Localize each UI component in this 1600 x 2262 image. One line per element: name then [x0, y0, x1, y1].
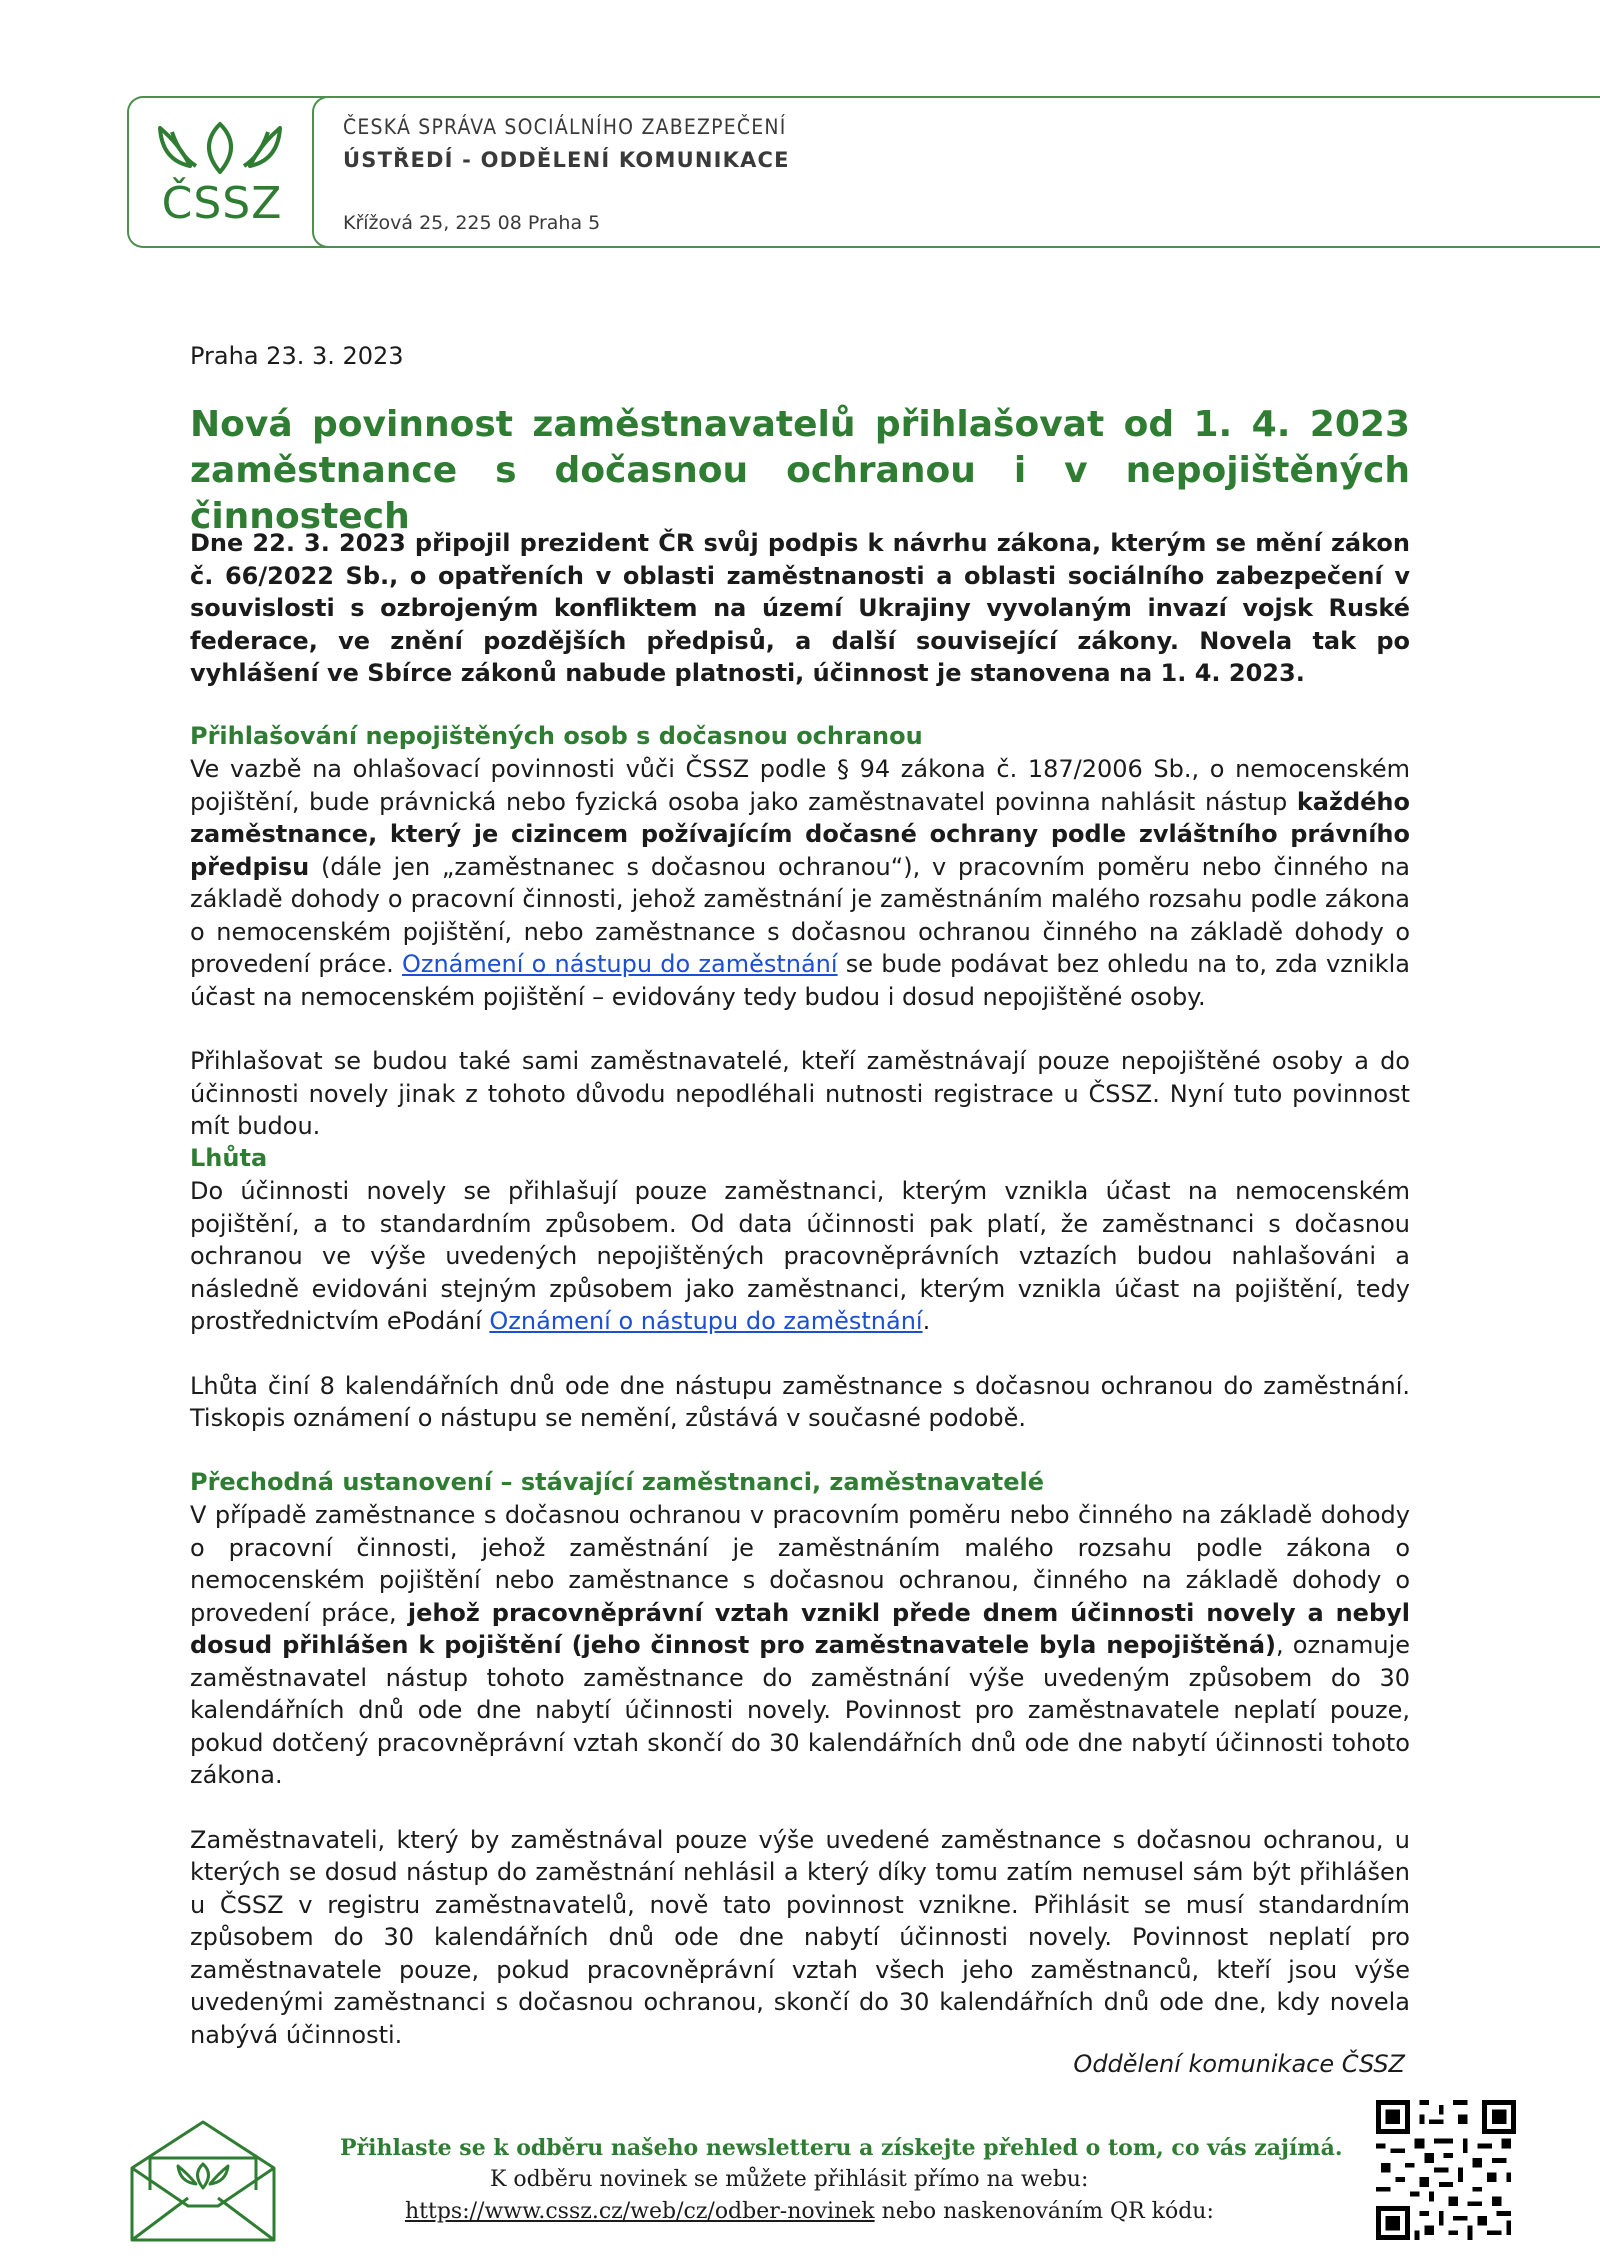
newsletter-url-line [405, 2199, 1214, 2224]
section-paragraph: Lhůta činí 8 kalendářních dnů ode dne nástupu zaměstnance s dočasnou ochranou do zaměstnání. Tiskopis oznámení o nástupu se nemění, zůstává v současné podobě. [190, 1371, 1410, 1432]
text-run: nebo naskenováním QR kódu: [874, 2199, 1214, 2224]
section-heading: Lhůta [190, 1144, 268, 1172]
section-paragraph: Zaměstnavateli, který by zaměstnával pouze výše uvedené zaměstnance s dočasnou ochranou, u kterých se dosud nástup do zaměstnání nehlásil a který díky tomu zatím nemusel sám být přihlášen u ČSSZ v registru zaměstnavatelů, nově tato povinnost vznikne. Přihlásit se musí standardním způsobem do 30 kalendářních dnů ode dne nabytí účinnosti novely. Povinnost neplatí pro zaměstnavatele pouze, pokud pracovněprávní vztah všech jeho zaměstnanců, kteří jsou výše uvedenými zaměstnanci s dočasnou ochranou, skončí do 30 kalendářních dnů ode dne, kdy novela nabývá účinnosti. [190, 1825, 1410, 2049]
organization-name: ČESKÁ SPRÁVA SOCIÁLNÍHO ZABEZPEČENÍ [343, 115, 787, 139]
newsletter-envelope-icon [128, 2118, 278, 2244]
bold-text-run: každého zaměstnance, který je cizincem požívajícím dočasné ochrany podle zvláštního právního předpisu [190, 787, 1410, 881]
section-deadline [190, 1142, 1410, 1435]
logo-wordmark: ČSSZ [161, 178, 283, 229]
section-paragraph [190, 753, 1410, 1013]
section-paragraph [190, 1499, 1410, 1792]
qr-code-icon[interactable] [1376, 2100, 1516, 2240]
organization-department: ÚSTŘEDÍ - ODDĚLENÍ KOMUNIKACE [343, 148, 790, 172]
press-release-date: Praha 23. 3. 2023 [190, 342, 404, 370]
section-heading: Přihlašování nepojištěných osob s dočasnou ochranou [190, 722, 923, 750]
notice-of-employment-link[interactable]: Oznámení o nástupu do zaměstnání [489, 1307, 923, 1335]
lead-paragraph: Dne 22. 3. 2023 připojil prezident ČR svůj podpis k návrhu zákona, kterým se mění zákon č. 66/2022 Sb., o opatřeních v oblasti zaměstnanosti a oblasti sociálního zabezpečení v souvislosti s ozbrojeným konfliktem na území Ukrajiny vyvolaným invazí vojsk Ruské federace, ve znění pozdějších předpisů, a další související zákony. Novela tak po vyhlášení ve Sbírce zákonů nabude platnosti, účinnost je stanovena na 1. 4. 2023. [190, 529, 1410, 687]
section-paragraph [190, 1175, 1410, 1338]
section-registration [190, 720, 1410, 1143]
bold-text-run: jehož pracovněprávní vztah vznikl přede dnem účinnosti novely a nebyl dosud přihlášen k pojištění (jeho činnost pro zaměstnavatele byla nepojištěná) [190, 1598, 1410, 1659]
newsletter-headline: Přihlaste se k odběru našeho newsletteru a získejte přehled o tom, co vás zajímá. [340, 2135, 1343, 2161]
text-run: (dále jen „zaměstnanec s dočasnou ochranou“), v pracovním poměru nebo činného na základě dohody o pracovní činnosti, jehož zaměstnání je zaměstnáním malého rozsahu podle zákona o nemocenském pojištění, nebo zaměstnance s dočasnou ochranou činného na základě dohody o provedení práce. [190, 852, 1410, 978]
section-transitional-provisions [190, 1466, 1410, 2051]
section-paragraph: Přihlašovat se budou také sami zaměstnavatelé, kteří zaměstnávají pouze nepojištěné osoby a do účinnosti novely jinak z tohoto důvodu nepodléhali nutnosti registrace u ČSSZ. Nyní tuto povinnost mít budou. [190, 1047, 1410, 1140]
notice-of-employment-link[interactable]: Oznámení o nástupu do zaměstnání [401, 950, 838, 978]
text-run: Ve vazbě na ohlašovací povinnosti vůči ČSSZ podle § 94 zákona č. 187/2006 Sb., o nemocenském pojištění, bude právnická nebo fyzická osoba jako zaměstnavatel povinna nahlásit nástup [190, 755, 1410, 816]
text-run: se bude podávat bez ohledu na to, zda vznikla účast na nemocenském pojištění – evidovány tedy budou i dosud nepojištěné osoby. [190, 950, 1411, 1011]
newsletter-subline: K odběru novinek se můžete přihlásit přímo na webu: [490, 2167, 1089, 2192]
text-run: , oznamuje zaměstnavatel nástup tohoto zaměstnance do zaměstnání výše uvedeným způsobem do 30 kalendářních dnů ode dne nabytí účinnosti novely. Povinnost pro zaměstnavatele neplatí pouze, pokud dotčený pracovněprávní vztah skončí do 30 kalendářních dnů ode dne nabytí účinnosti tohoto zákona. [190, 1631, 1411, 1789]
section-heading: Přechodná ustanovení – stávající zaměstnanci, zaměstnavatelé [190, 1468, 1045, 1496]
text-run: . [922, 1307, 931, 1335]
text-run: V případě zaměstnance s dočasnou ochranou v pracovním poměru nebo činného na základě dohody o pracovní činnosti, jehož zaměstnání je zaměstnáním malého rozsahu podle zákona o nemocenském pojištění nebo zaměstnance s dočasnou ochranou, činného na základě dohody o provedení práce, [190, 1501, 1410, 1627]
signature: Oddělení komunikace ČSSZ [1073, 2050, 1405, 2078]
text-run: Do účinnosti novely se přihlašují pouze zaměstnanci, kterým vznikla účast na nemocenském pojištění, a to standardním způsobem. Od data účinnosti pak platí, že zaměstnanci s dočasnou ochranou ve výše uvedených nepojištěných pracovněprávních vztazích budou nahlašováni a následně evidováni stejným způsobem jako zaměstnanci, kterým vznikla účast na pojištění, tedy prostřednictvím ePodání [190, 1177, 1410, 1335]
organization-address: Křížová 25, 225 08 Praha 5 [343, 212, 601, 234]
newsletter-url-link[interactable]: https://www.cssz.cz/web/cz/odber-novinek [405, 2199, 875, 2224]
press-release-title: Nová povinnost zaměstnavatelů přihlašovat od 1. 4. 2023 zaměstnance s dočasnou ochranou i v nepojištěných činnostech [190, 404, 1410, 537]
